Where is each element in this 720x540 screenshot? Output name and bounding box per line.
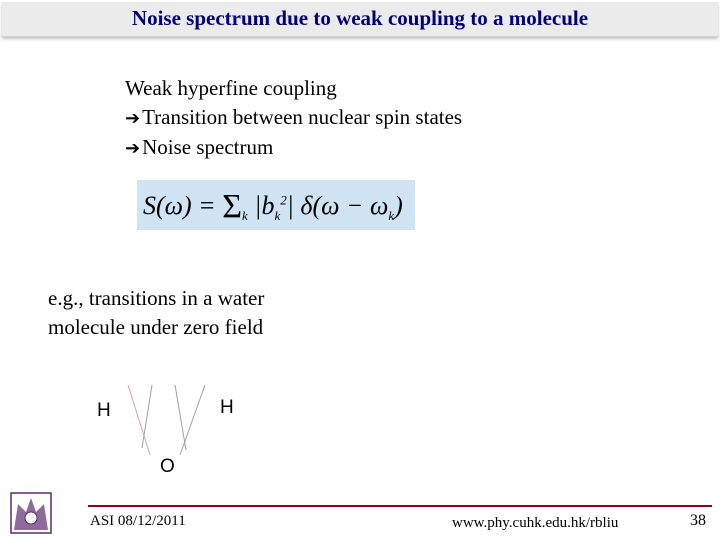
bullet-item bbox=[125, 133, 462, 163]
example-line: molecule under zero field bbox=[48, 315, 264, 339]
footer-url[interactable]: www.phy.cuhk.edu.hk/rbliu bbox=[452, 515, 619, 531]
example-line: e.g., transitions in a water bbox=[48, 286, 265, 310]
bullet-text: Transition between nuclear spin states bbox=[142, 105, 463, 129]
example-text bbox=[48, 284, 264, 342]
bullet-list bbox=[125, 74, 462, 163]
bullet-item bbox=[125, 103, 462, 133]
footer-date: ASI 08/12/2011 bbox=[90, 513, 186, 529]
arrow-right-icon: ➔ bbox=[125, 138, 141, 158]
footer-rule bbox=[88, 505, 712, 507]
hydrogen-atom-left: H bbox=[97, 400, 111, 421]
noise-spectrum-formula: $S(\omega) = \Sigma_k$ $|b_k^2|$ $\delta(\omega - \omega_k)$ bbox=[143, 188, 403, 225]
bullet-item bbox=[125, 74, 462, 103]
formula-box bbox=[137, 180, 415, 230]
page-number: 38 bbox=[690, 512, 706, 529]
bond-lines bbox=[80, 370, 270, 480]
water-molecule-diagram bbox=[80, 370, 270, 480]
bullet-text: Noise spectrum bbox=[142, 135, 274, 159]
bullet-text: Weak hyperfine coupling bbox=[125, 76, 337, 100]
arrow-right-icon: ➔ bbox=[125, 108, 141, 128]
slide-title: Noise spectrum due to weak coupling to a molecule bbox=[131, 6, 589, 30]
oxygen-atom: O bbox=[160, 456, 175, 477]
hydrogen-atom-right: H bbox=[220, 397, 234, 418]
university-logo-icon bbox=[8, 490, 54, 536]
